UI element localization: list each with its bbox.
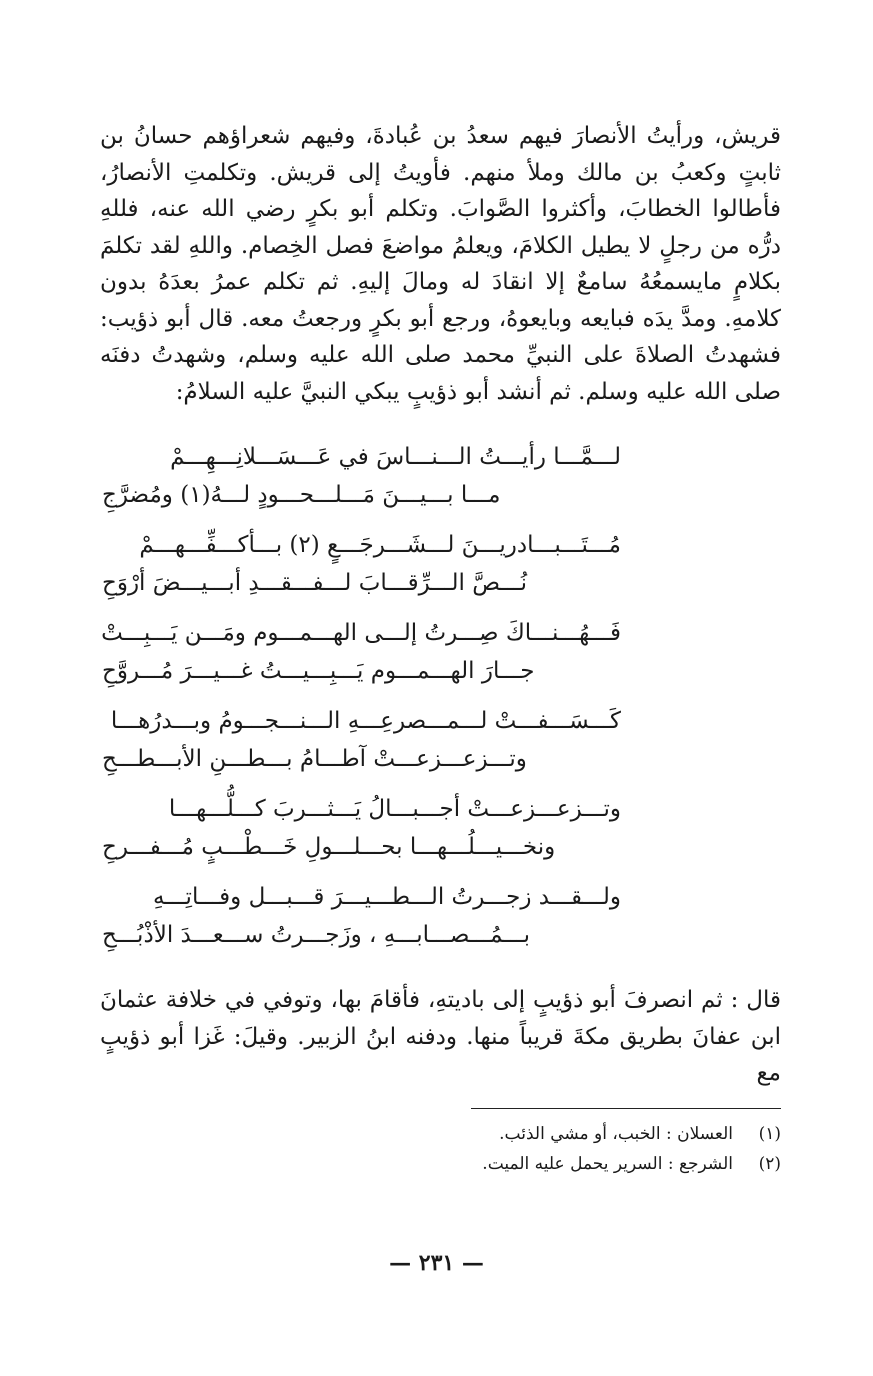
verse-6-second-hemistich: بـــمُـــصـــابـــهِ ، وزَجـــرتُ ســـعـــدَ الأذْبُـــحِ — [102, 922, 530, 948]
verse-1 — [100, 440, 781, 528]
closing-paragraph: قال : ثم انصرفَ أبو ذؤيبٍ إلى باديتهِ، فأقامَ بها، وتوفي في خلافة عثمانَ ابن عفانَ بطريق مكةَ قريباً منها. ودفنه ابنُ الزبير. وقيلَ: غَزا أبو ذؤيبٍ مع — [100, 987, 781, 1086]
closing-prose — [100, 982, 781, 1092]
verse-5-first-hemistich: وتـــزعـــزعـــتْ أجـــبـــالُ يَـــثـــربَ كـــلُّـــهـــا — [168, 796, 621, 822]
verse-2-first-hemistich: مُـــتَـــبـــادريـــنَ لـــشَـــرجَـــعٍ (٢) بـــأكـــفِّـــهـــمْ — [139, 532, 621, 558]
verse-4 — [100, 704, 781, 792]
verse-4-first-hemistich: كَـــسَـــفـــتْ لـــمـــصرعِـــهِ الـــنـــجـــومُ وبـــدرُهـــا — [110, 708, 621, 734]
footnote — [100, 1119, 781, 1149]
footnote — [100, 1149, 781, 1179]
prose-paragraph: قريش، ورأيتُ الأنصارَ فيهم سعدُ بن عُبادةَ، وفيهم شعراؤهم حسانُ بن ثابتٍ وكعبُ بن مالك وملأ منهم. فأويتُ إلى قريش. وتكلمتِ الأنصارُ، فأطالوا الخطابَ، وأكثروا الصَّوابَ. وتكلم أبو بكرٍ رضي الله عنه، فللهِ درُّه من رجلٍ لا يطيل الكلامَ، ويعلمُ مواضعَ فصل الخِصام. واللهِ لقد تكلمَ بكلامٍ مايسمعُهُ سامعٌ إلا انقادَ له ومالَ إليهِ. ثم تكلم عمرُ بعدَهُ بدون كلامهِ. ومدَّ يدَه فبايعه وبايعوهُ، ورجع أبو بكرٍ ورجعتُ معه. قال أبو ذؤيب: فشهدتُ الصلاةَ على النبيِّ محمد صلى الله عليه وسلم، وشهدتُ دفنَه صلى الله عليه وسلم. ثم أنشد أبو ذؤيبٍ يبكي النبيَّ عليه السلامُ: — [100, 123, 781, 405]
verse-3-second-hemistich: جـــارَ الهـــمـــوم يَـــبِـــيـــتُ غـــيـــرَ مُـــروَّحِ — [102, 658, 535, 684]
footnote-number: (٢) — [758, 1153, 781, 1174]
footnote-number: (١) — [758, 1123, 781, 1144]
footnote-text: العسلان : الخبب، أو مشي الذئب. — [499, 1123, 733, 1144]
verse-1-first-hemistich: لـــمَّـــا رأيـــتُ الـــنـــاسَ في عَـــسَـــلانِـــهِـــمْ — [170, 444, 621, 470]
verse-3 — [100, 616, 781, 704]
footnote-divider — [471, 1108, 781, 1109]
verse-2-second-hemistich: نُـــصَّ الـــرِّقـــابَ لـــفـــقـــدِ أبـــيـــضَ أرْوَحِ — [102, 570, 527, 596]
page-number: — ٢٣١ — — [389, 1250, 484, 1276]
verse-4-second-hemistich: وتـــزعـــزعـــتْ آطـــامُ بـــطـــنِ الأبـــطـــحِ — [102, 746, 527, 772]
verse-6-first-hemistich: ولـــقـــد زجـــرتُ الـــطـــيـــرَ قـــبـــل وفـــاتِـــهِ — [153, 884, 621, 910]
opening-prose — [100, 118, 781, 410]
verse-1-second-hemistich: مـــا بـــيـــنَ مَـــلـــحـــودٍ لـــهُ(١) ومُضرَّجِ — [102, 482, 501, 508]
elegy-poem — [100, 440, 781, 968]
verse-6 — [100, 880, 781, 968]
footnotes — [100, 1119, 781, 1179]
verse-2 — [100, 528, 781, 616]
verse-5-second-hemistich: ونخـــيـــلُـــهـــا بحـــلـــولِ خَـــطْـــبٍ مُـــفـــرحِ — [102, 834, 556, 860]
verse-5 — [100, 792, 781, 880]
footnote-text: الشرجع : السرير يحمل عليه الميت. — [482, 1153, 733, 1174]
verse-3-first-hemistich: فَـــهُـــنـــاكَ صِـــرتُ إلـــى الهـــمـــوم ومَـــن يَـــبِـــتْ — [101, 620, 621, 646]
